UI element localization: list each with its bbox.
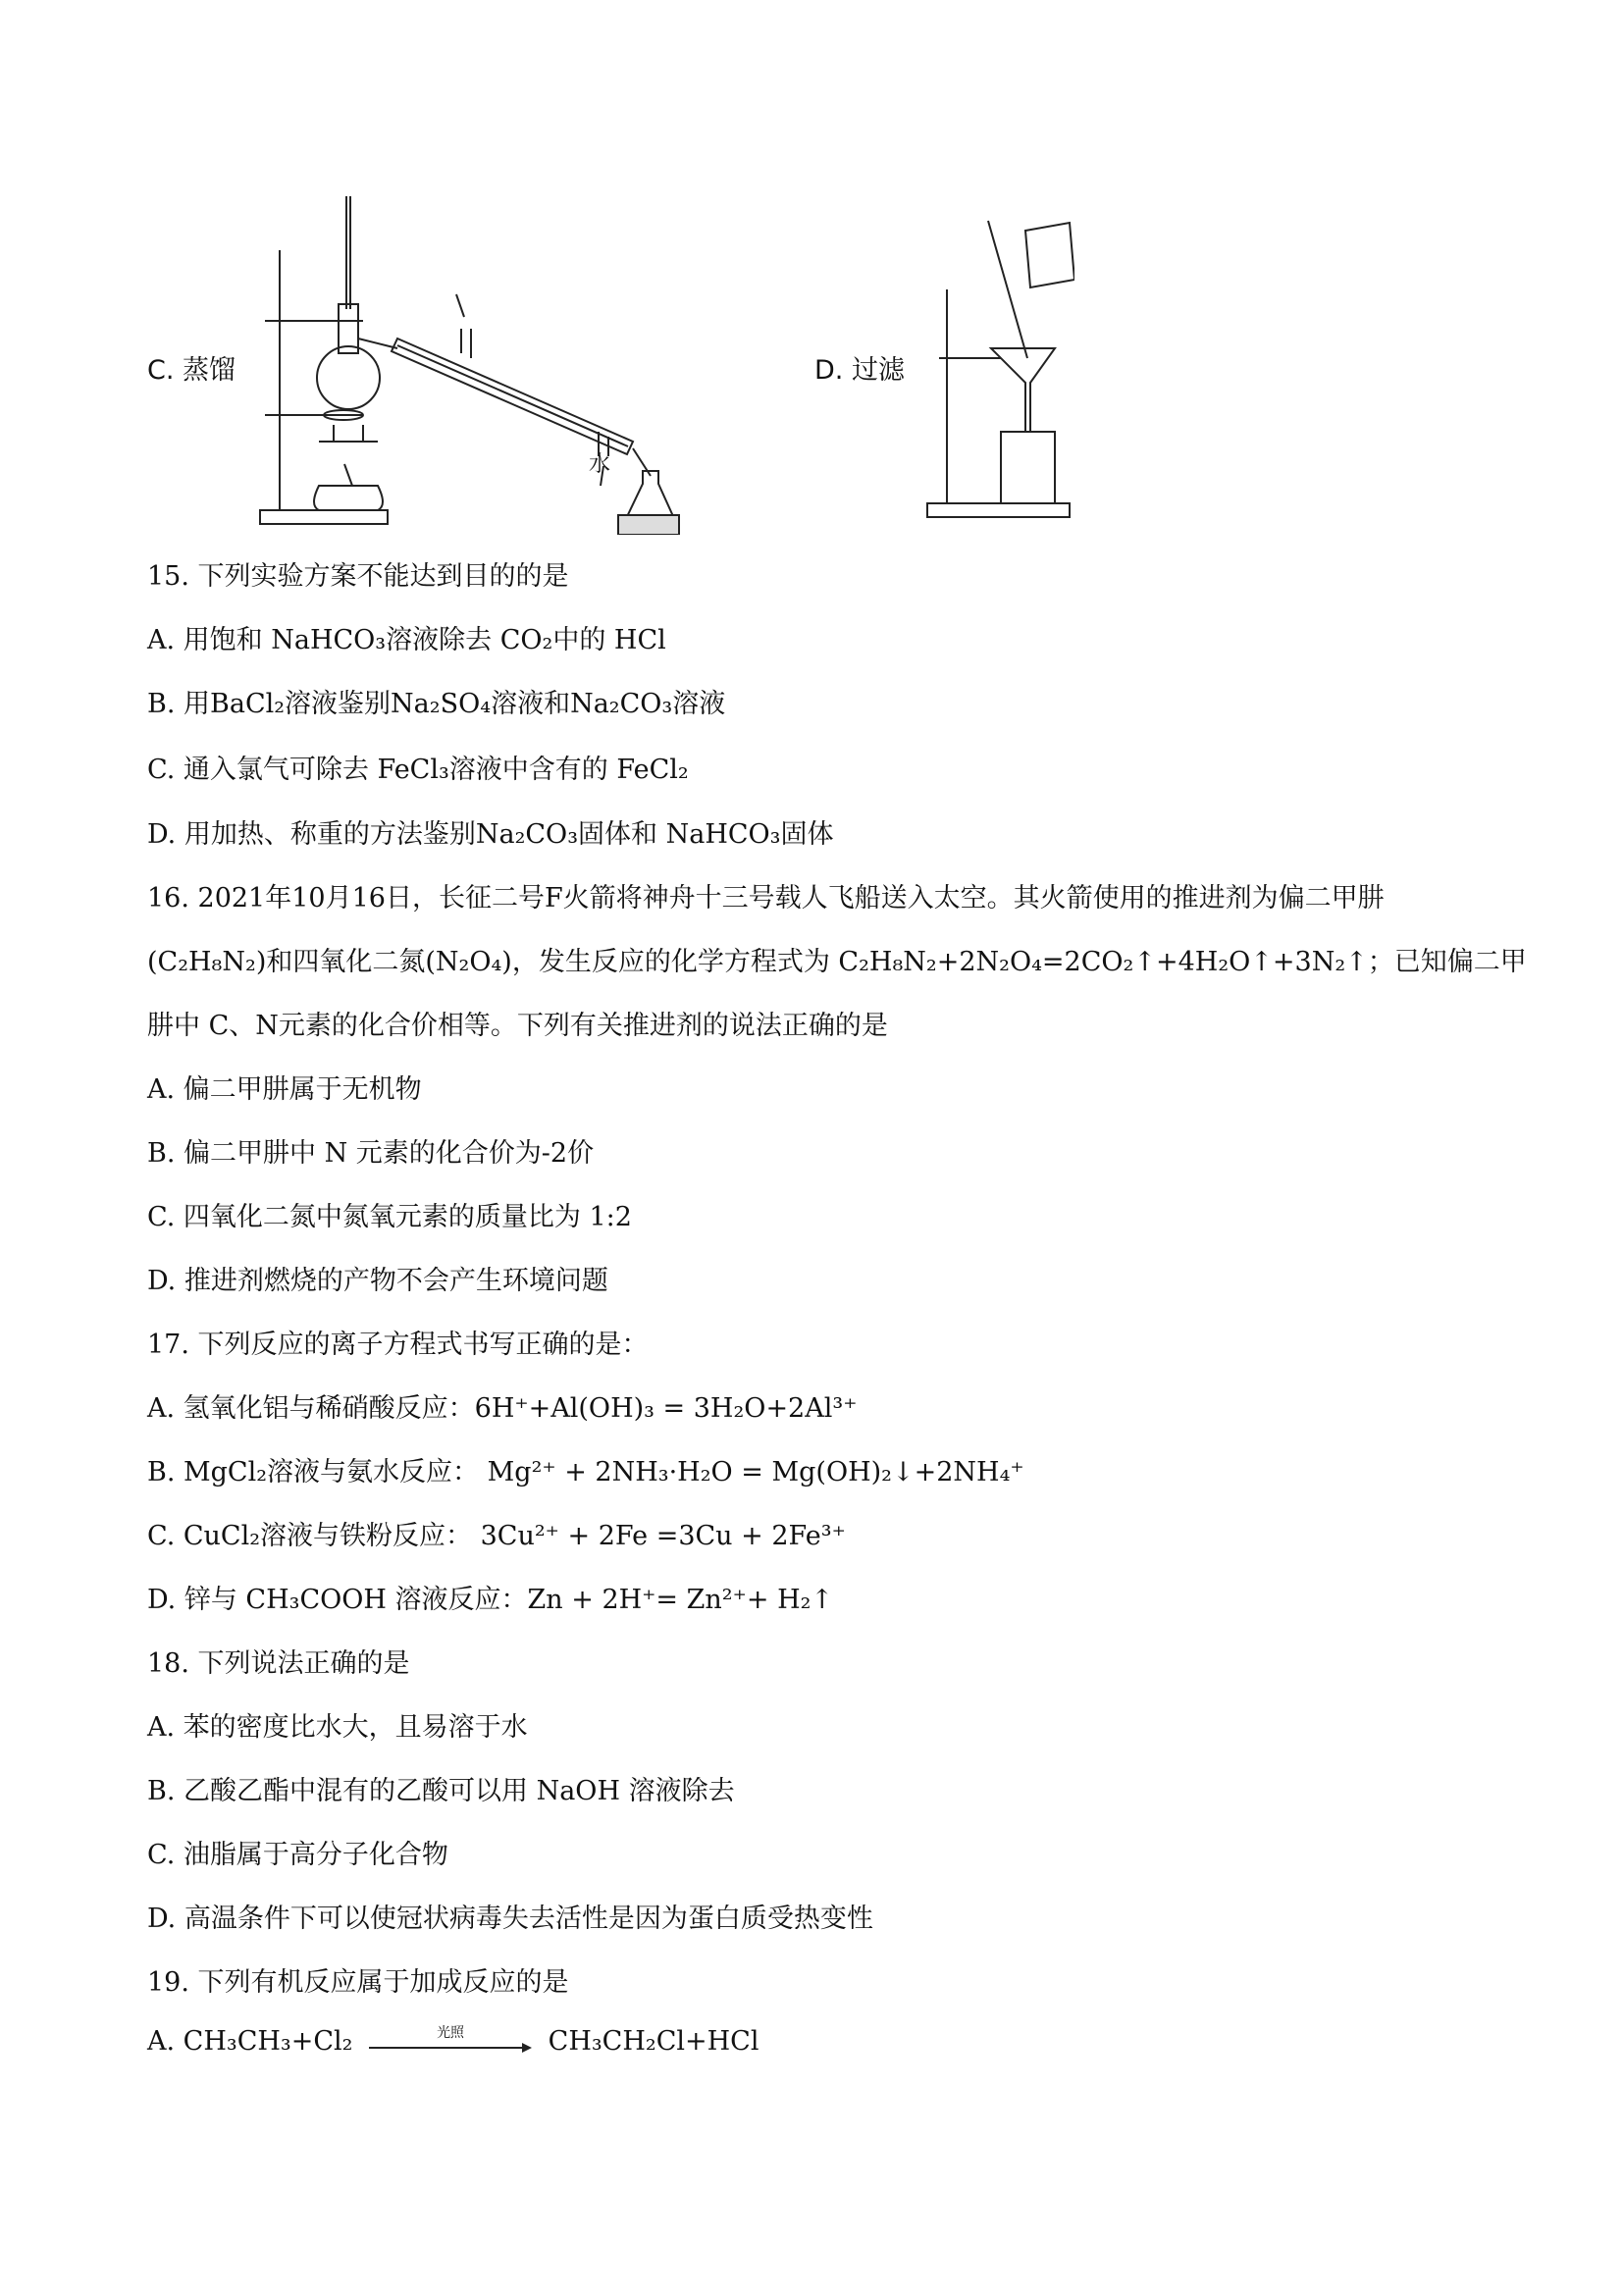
q16-option-b: B. 偏二甲肼中 N 元素的化合价为-2价	[147, 1138, 595, 1169]
q19-stem: 19. 下列有机反应属于加成反应的是	[147, 1967, 569, 1998]
q15-option-d: D. 用加热、称重的方法鉴别Na₂CO₃固体和 NaHCO₃固体	[147, 819, 834, 850]
q18-stem: 18. 下列说法正确的是	[147, 1648, 410, 1679]
filtration-apparatus-figure	[917, 211, 1074, 525]
q15-option-b: B. 用BaCl₂溶液鉴别Na₂SO₄溶液和Na₂CO₃溶液	[147, 689, 726, 719]
q15-option-a: A. 用饱和 NaHCO₃溶液除去 CO₂中的 HCl	[147, 625, 666, 655]
q18-option-d: D. 高温条件下可以使冠状病毒失去活性是因为蛋白质受热变性	[147, 1904, 873, 1934]
q18-option-c: C. 油脂属于高分子化合物	[147, 1840, 448, 1870]
q16-stem-line3: 肼中 C、N元素的化合价相等。下列有关推进剂的说法正确的是	[147, 1011, 888, 1041]
figure-c-label: C. 蒸馏	[147, 355, 236, 386]
q16-stem-line2: (C₂H₈N₂)和四氧化二氮(N₂O₄)，发生反应的化学方程式为 C₂H₈N₂+2N₂O₄=2CO₂↑+4H₂O↑+3N₂↑；已知偏二甲	[147, 947, 1527, 977]
filtration-diagram-icon	[917, 211, 1074, 525]
q16-option-c: C. 四氧化二氮中氮氧元素的质量比为 1:2	[147, 1202, 632, 1232]
q15-stem: 15. 下列实验方案不能达到目的的是	[147, 561, 569, 592]
q17-option-d: D. 锌与 CH₃COOH 溶液反应：Zn + 2H⁺= Zn²⁺+ H₂↑	[147, 1585, 834, 1615]
q17-option-c: C. CuCl₂溶液与铁粉反应： 3Cu²⁺ + 2Fe =3Cu + 2Fe³⁺	[147, 1521, 846, 1551]
q19-option-a-products: CH₃CH₂Cl+HCl	[548, 2026, 759, 2057]
reaction-arrow-icon	[367, 2024, 534, 2058]
q17-option-b: B. MgCl₂溶液与氨水反应： Mg²⁺ + 2NH₃·H₂O = Mg(OH)₂↓+2NH₄⁺	[147, 1457, 1024, 1487]
distillation-diagram-icon	[250, 191, 682, 535]
q19-option-a-reactants: A. CH₃CH₃+Cl₂	[147, 2026, 353, 2057]
figure-d-label: D. 过滤	[814, 355, 905, 386]
q16-option-a: A. 偏二甲肼属于无机物	[147, 1074, 422, 1105]
q18-option-a: A. 苯的密度比水大，且易溶于水	[147, 1712, 528, 1743]
q16-option-d: D. 推进剂燃烧的产物不会产生环境问题	[147, 1266, 608, 1296]
q17-option-a: A. 氢氧化铝与稀硝酸反应：6H⁺+Al(OH)₃ = 3H₂O+2Al³⁺	[147, 1393, 858, 1424]
q15-option-c: C. 通入氯气可除去 FeCl₃溶液中含有的 FeCl₂	[147, 755, 689, 785]
q19-option-a	[147, 2026, 759, 2058]
distillation-apparatus-figure	[250, 191, 682, 535]
reaction-condition: 光照	[437, 2024, 465, 2041]
q16-stem-line1: 16. 2021年10月16日，长征二号F火箭将神舟十三号载人飞船送入太空。其火箭使用的推进剂为偏二甲肼	[147, 883, 1385, 913]
q17-stem: 17. 下列反应的离子方程式书写正确的是：	[147, 1330, 649, 1360]
q18-option-b: B. 乙酸乙酯中混有的乙酸可以用 NaOH 溶液除去	[147, 1776, 735, 1806]
water-label: 水	[589, 452, 611, 477]
